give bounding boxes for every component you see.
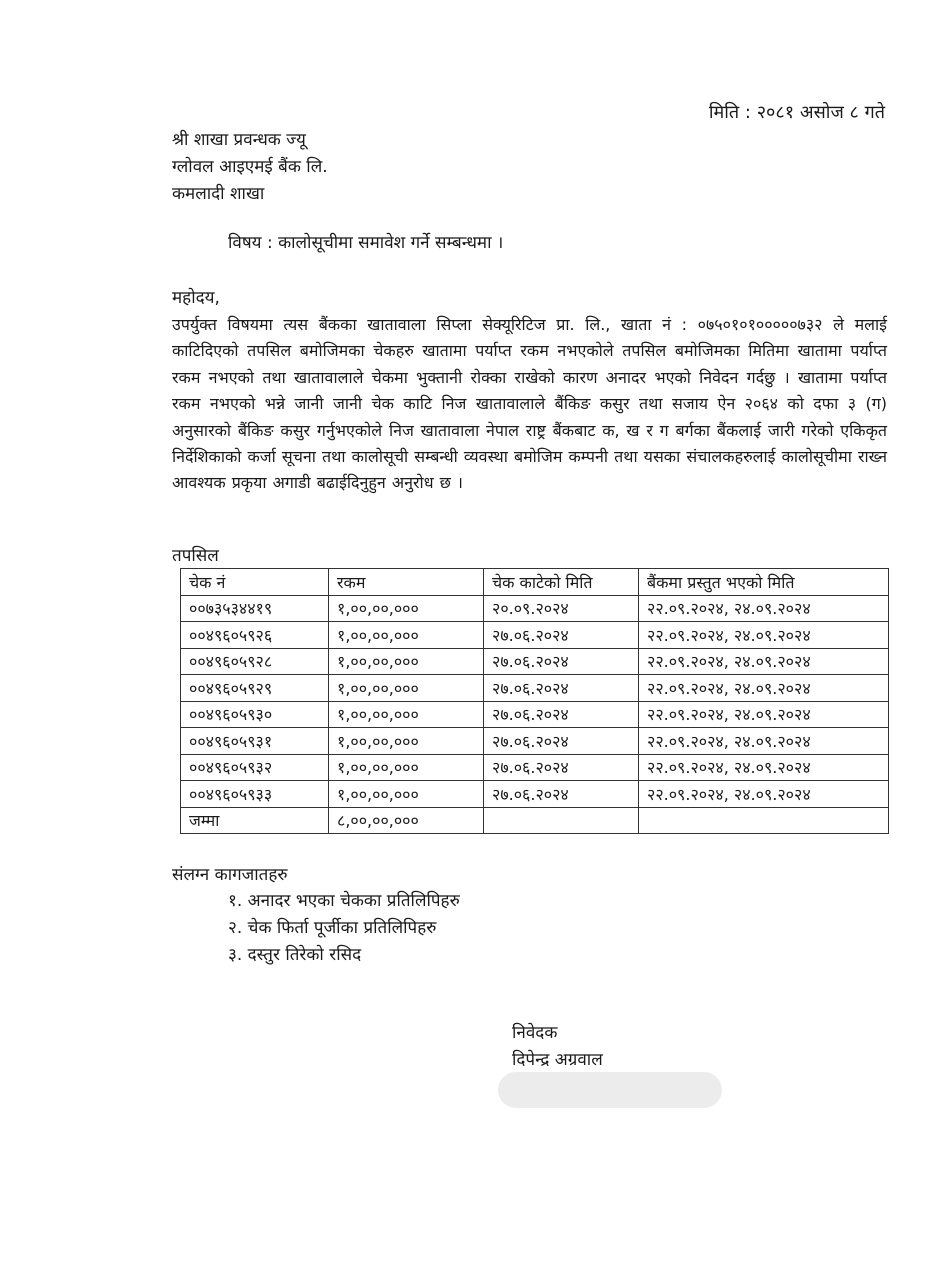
cell-presented-date: २२.०९.२०२४, २४.०९.२०२४ [639,675,889,702]
table-header-row [181,569,889,596]
attachment-item: २. चेक फिर्ता पूर्जीका प्रतिलिपिहरु [228,918,437,938]
applicant-name: दिपेन्द्र अग्रवाल [512,1050,603,1070]
cell-amount: १,००,००,००० [329,675,484,702]
header-presented-date: बैंकमा प्रस्तुत भएको मिति [639,569,889,596]
total-empty-cell [484,807,639,834]
cell-presented-date: २२.०९.२०२४, २४.०९.२०२४ [639,622,889,649]
cell-cheque-date: २७.०६.२०२४ [484,701,639,728]
cell-presented-date: २२.०९.२०२४, २४.०९.२०२४ [639,648,889,675]
cell-amount: १,००,००,००० [329,622,484,649]
header-cheque-date: चेक काटेको मिति [484,569,639,596]
table-caption: तपसिल [172,546,219,566]
date-line: मिति : २०८१ असोज ८ गते [708,102,885,123]
cell-presented-date: २२.०९.२०२४, २४.०९.२०२४ [639,728,889,755]
redacted-contact [498,1072,722,1108]
cell-cheque-date: २७.०६.२०२४ [484,728,639,755]
cell-cheque-date: २७.०६.२०२४ [484,622,639,649]
table-row [181,648,889,675]
cell-amount: १,००,००,००० [329,781,484,808]
table-row [181,781,889,808]
attachments-title: संलग्न कागजातहरु [172,865,288,885]
cell-cheque-no: ००४९६०५९३० [181,701,329,728]
table-row [181,675,889,702]
cell-amount: १,००,००,००० [329,701,484,728]
subject-line: विषय : कालोसूचीमा समावेश गर्ने सम्बन्धमा । [228,233,504,253]
header-amount: रकम [329,569,484,596]
total-value: ८,००,००,००० [329,807,484,834]
cell-amount: १,००,००,००० [329,728,484,755]
signature-block [512,1020,603,1074]
recipient-line-2: ग्लोवल आइएमई बैंक लि. [172,157,328,177]
cell-cheque-no: ००४९६०५९२९ [181,675,329,702]
cheque-table [180,568,889,834]
cell-amount: १,००,००,००० [329,754,484,781]
total-label: जम्मा [181,807,329,834]
attachments-list [228,888,460,969]
cell-cheque-date: २७.०६.२०२४ [484,781,639,808]
cell-cheque-date: २७.०६.२०२४ [484,648,639,675]
table-row [181,595,889,622]
cell-cheque-no: ००४९६०५९३२ [181,754,329,781]
cell-cheque-date: २०.०९.२०२४ [484,595,639,622]
cell-cheque-no: ००४९६०५९२६ [181,622,329,649]
salutation: महोदय, [172,288,220,308]
attachment-item: १. अनादर भएका चेकका प्रतिलिपिहरु [228,891,460,911]
cell-amount: १,००,००,००० [329,648,484,675]
cell-cheque-date: २७.०६.२०२४ [484,675,639,702]
header-cheque-no: चेक नं [181,569,329,596]
cell-cheque-no: ००४९६०५९३३ [181,781,329,808]
table-total-row [181,807,889,834]
cell-presented-date: २२.०९.२०२४, २४.०९.२०२४ [639,781,889,808]
cell-presented-date: २२.०९.२०२४, २४.०९.२०२४ [639,754,889,781]
recipient-line-3: कमलादी शाखा [172,184,265,204]
applicant-label: निवेदक [512,1023,558,1043]
cell-cheque-date: २७.०६.२०२४ [484,754,639,781]
table-row [181,701,889,728]
table-row [181,728,889,755]
recipient-line-1: श्री शाखा प्रवन्धक ज्यू [172,130,306,150]
body-paragraph: उपर्युक्त विषयमा त्यस बैंकका खातावाला सिप्ला सेक्यूरिटिज प्रा. लि., खाता नं : ०७५०१०१०००००७३२ ले मलाई काटिदिएको तपसिल बमोजिमका चेकहरु खातामा पर्याप्त रकम नभएकोले तपसिल बमोजिमका मितिमा खातामा पर्याप्त रकम नभएको तथा खातावालाले चेकमा भुक्तानी रोक्का राखेको कारण अनादर भएको निवेदन गर्दछु । खातामा पर्याप्त रकम नभएको भन्ने जानी जानी चेक काटि निज खातावालाले बैंकिङ कसुर तथा सजाय ऐन २०६४ को दफा ३ (ग) अनुसारको बैंकिङ कसुर गर्नुभएकोले निज खातावाला नेपाल राष्ट्र बैंकबाट क, ख र ग बर्गका बैंकलाई जारी गरेको एकिकृत निर्देशिकाको कर्जा सूचना तथा कालोसूची सम्बन्धी व्यवस्था बमोजिम कम्पनी तथा यसका संचालकहरुलाई कालोसूचीमा राख्न आवश्यक प्रकृया अगाडी बढाईदिनुहुन अनुरोध छ । [172,315,887,493]
cell-cheque-no: ००७३५३४४१९ [181,595,329,622]
cell-cheque-no: ००४९६०५९२८ [181,648,329,675]
attachment-item: ३. दस्तुर तिरेको रसिद [228,945,362,965]
cell-amount: १,००,००,००० [329,595,484,622]
table-row [181,754,889,781]
recipient-address [172,127,328,208]
cell-presented-date: २२.०९.२०२४, २४.०९.२०२४ [639,595,889,622]
cell-presented-date: २२.०९.२०२४, २४.०९.२०२४ [639,701,889,728]
total-empty-cell [639,807,889,834]
cell-cheque-no: ००४९६०५९३१ [181,728,329,755]
table-row [181,622,889,649]
